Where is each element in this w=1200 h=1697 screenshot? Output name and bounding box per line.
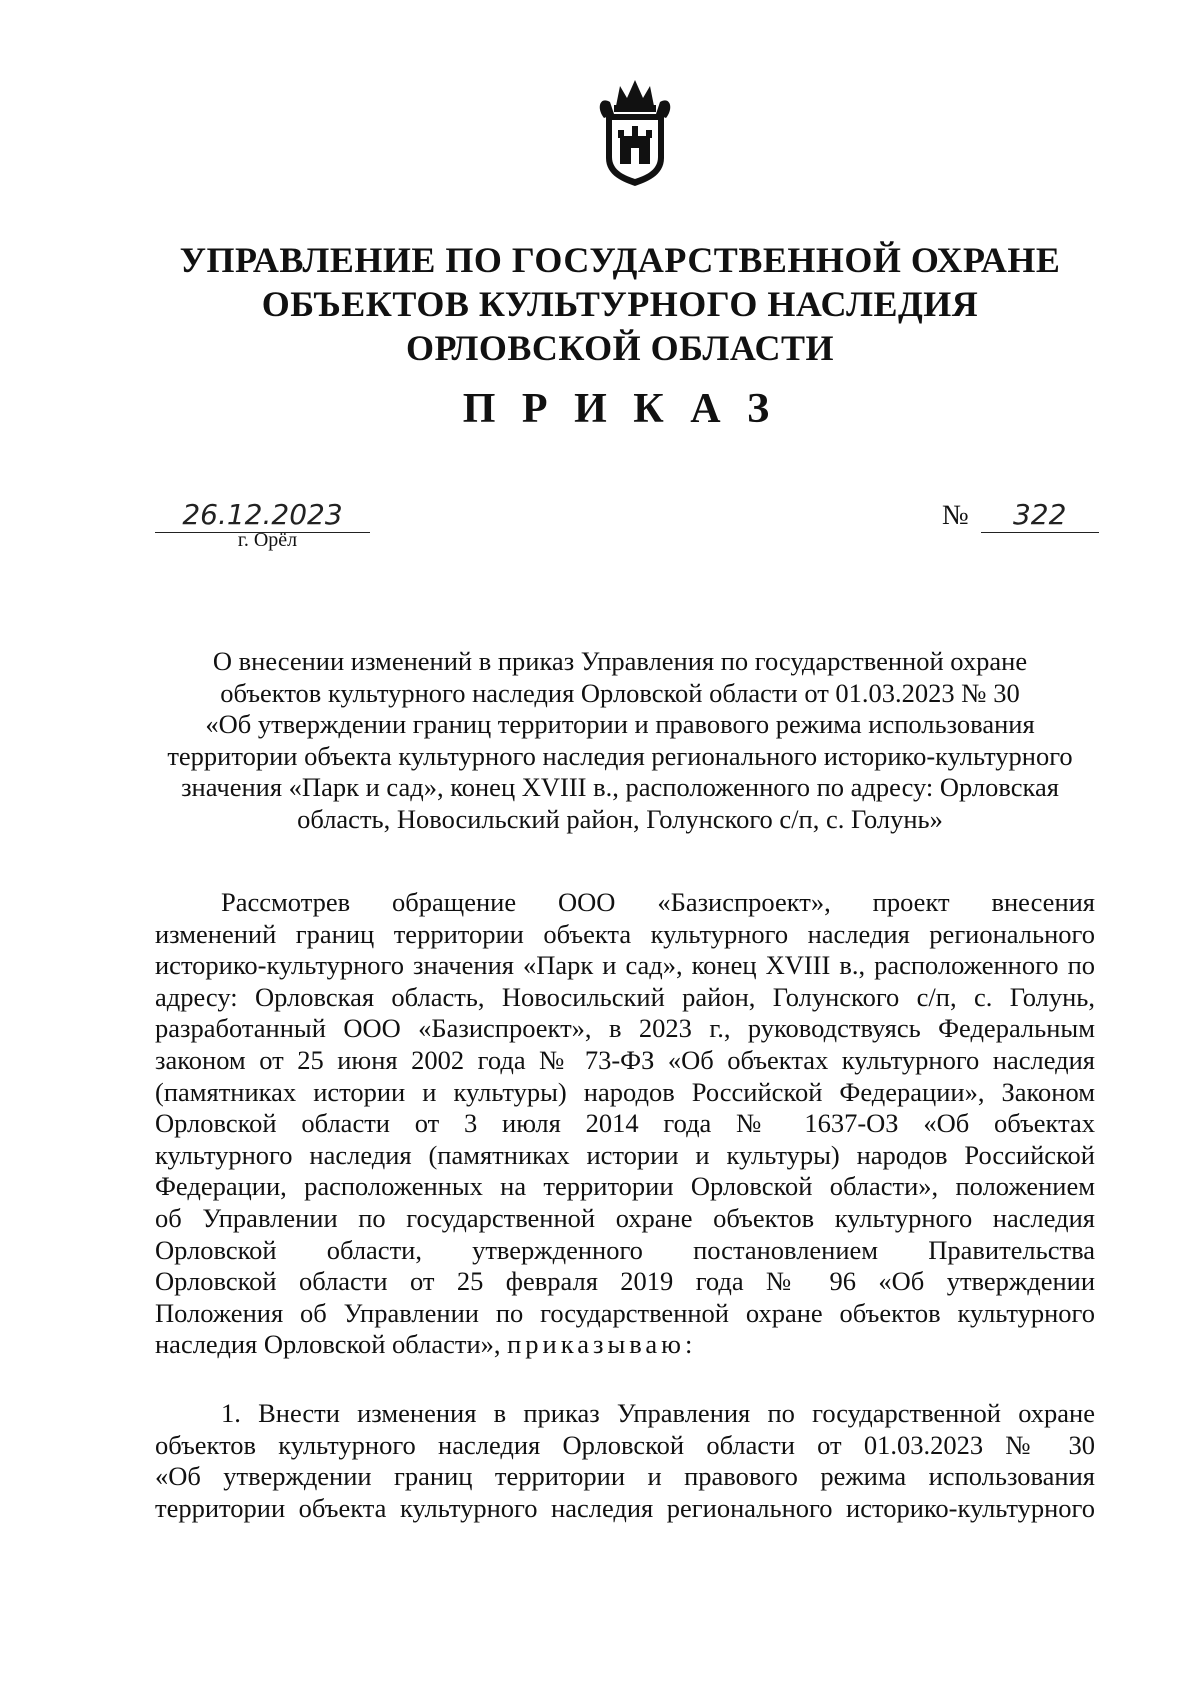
document-number-block [942, 498, 1099, 533]
paragraph-line: Положения об Управлении по государственной охране объектов культурного [155, 1297, 1095, 1328]
handwritten-number: 322 [981, 498, 1099, 533]
paragraph-line: адресу: Орловская область, Новосильский район, Голунского с/п, с. Голунь, [155, 981, 1095, 1012]
paragraph-line: изменений границ территории объекта культурного наследия регионального [155, 918, 1095, 949]
order-item-1 [155, 1398, 1095, 1524]
paragraph-line: Федерации, расположенных на территории Орловской области», положением [155, 1171, 1095, 1202]
document-type-title: П Р И К А З [462, 386, 778, 432]
org-line-1: УПРАВЛЕНИЕ ПО ГОСУДАРСТВЕННОЙ ОХРАНЕ [179, 240, 1061, 280]
paragraph-line: законом от 25 июня 2002 года № 73-ФЗ «Об объектах культурного наследия [155, 1044, 1095, 1075]
org-line-2: ОБЪЕКТОВ КУЛЬТУРНОГО НАСЛЕДИЯ [261, 284, 979, 324]
paragraph-line: Орловской области от 25 февраля 2019 года № 96 «Об утверждении [155, 1266, 1095, 1297]
number-sign: № [942, 500, 969, 531]
organization-name [150, 238, 1090, 370]
paragraph-line-text: наследия Орловской области», [155, 1329, 501, 1360]
subject-line: значения «Парк и сад», конец XVIII в., расположенного по адресу: Орловская [181, 772, 1059, 802]
paragraph-line: Рассмотрев обращение ООО «Базиспроект», проект внесения [221, 887, 1095, 917]
paragraph-line: «Об утверждении границ территории и правового режима использования [155, 1461, 1095, 1492]
order-subject [150, 646, 1090, 835]
subject-line: О внесении изменений в приказ Управления по государственной охране [212, 646, 1028, 676]
handwritten-date: 26.12.2023 [155, 498, 370, 533]
paragraph-line: Орловской области, утвержденного постановлением Правительства [155, 1234, 1095, 1265]
paragraph-line: Орловской области от 3 июля 2014 года № 1637-ОЗ «Об объектах [155, 1108, 1095, 1139]
paragraph-line: 1. Внести изменения в приказ Управления по государственной охране [221, 1398, 1095, 1428]
paragraph-last-line [155, 1329, 1095, 1361]
city-label: г. Орёл [237, 529, 298, 551]
paragraph-line: (памятниках истории и культуры) народов Российской Федерации», Законом [155, 1076, 1095, 1107]
paragraph-line: культурного наследия (памятниках истории и культуры) народов Российской [155, 1139, 1095, 1170]
subject-line: объектов культурного наследия Орловской области от 01.03.2023 № 30 [220, 677, 1020, 708]
document-date-block [155, 498, 370, 552]
paragraph-line: об Управлении по государственной охране объектов культурного наследия [155, 1202, 1095, 1233]
preamble-paragraph [155, 887, 1095, 1361]
coat-of-arms-icon [594, 78, 676, 188]
order-verb: приказываю: [507, 1329, 697, 1360]
org-line-3: ОРЛОВСКОЙ ОБЛАСТИ [405, 328, 835, 368]
subject-line: «Об утверждении границ территории и правового режима использования [205, 709, 1035, 739]
subject-line: территории объекта культурного наследия регионального историко-культурного [167, 740, 1073, 771]
paragraph-line: историко-культурного значения «Парк и сад», конец XVIII в., расположенного по [155, 950, 1095, 981]
subject-line: область, Новосильский район, Голунского с/п, с. Голунь» [297, 803, 943, 834]
paragraph-line: объектов культурного наследия Орловской области от 01.03.2023 № 30 [155, 1429, 1095, 1460]
paragraph-line: территории объекта культурного наследия регионального историко-культурного [155, 1492, 1095, 1523]
paragraph-line: разработанный ООО «Базиспроект», в 2023 г., руководствуясь Федеральным [155, 1013, 1095, 1044]
